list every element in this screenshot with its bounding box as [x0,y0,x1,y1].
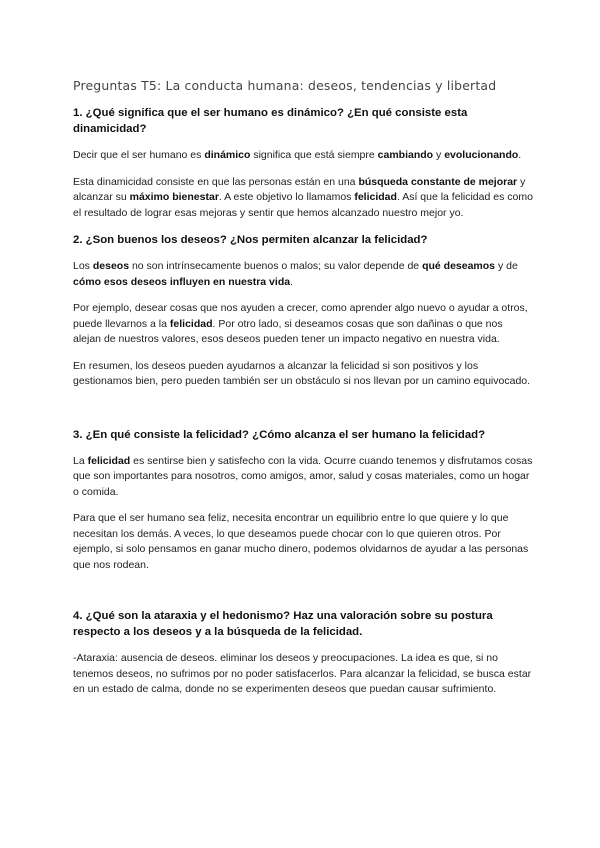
question-4-heading: 4. ¿Qué son la ataraxia y el hedonismo? Haz una valoración sobre su postura respecto a los deseos y a la búsqueda de la felicidad. [73,610,493,638]
question-2-heading: 2. ¿Son buenos los deseos? ¿Nos permiten alcanzar la felicidad? [73,234,428,246]
question-1-heading: 1. ¿Qué significa que el ser humano es dinámico? ¿En qué consiste esta dinamicidad? [73,107,468,135]
q2-paragraph-1: Los deseos no son intrínsecamente buenos o malos; su valor depende de qué deseamos y de cómo esos deseos influyen en nuestra vida. [73,260,518,288]
document-title: Preguntas T5: La conducta humana: deseos, tendencias y libertad [73,78,497,93]
q3-paragraph-2: Para que el ser humano sea feliz, necesita encontrar un equilibrio entre lo que quiere y lo que necesitan los demás. A veces, lo que deseamos puede chocar con lo que quieren otros. Por ejemplo, si solo pensamos en ganar mucho dinero, podemos olvidarnos de ayudar a las personas que nos rodean. [73,512,529,571]
spacer [73,584,533,608]
q1-paragraph-1: Decir que el ser humano es dinámico significa que está siempre cambiando y evolucionando. [73,149,522,161]
q1-paragraph-2: Esta dinamicidad consiste en que las personas están en una búsqueda constante de mejorar y alcanzar su máximo bienestar. A este objetivo lo llamamos felicidad. Así que la felicidad es como el resultado de lograr esas mejoras y sentir que hemos alcanzado nuestro mejor yo. [73,175,533,219]
question-3-heading: 3. ¿En qué consiste la felicidad? ¿Cómo alcanza el ser humano la felicidad? [73,428,486,441]
q4-paragraph-1: -Ataraxia: ausencia de deseos. eliminar los deseos y preocupaciones. La idea es que, si no tenemos deseos, no sufrimos por no poder satisfacerlos. Para alcanzar la felicidad, se busca estar en un estado de calma, donde no se experimenten deseos que puedan causar sufrimiento. [73,652,532,695]
q2-paragraph-3: En resumen, los deseos pueden ayudarnos a alcanzar la felicidad si son positivos y los gestionamos bien, pero pueden también ser un obstáculo si nos llevan por un camino equivocado. [73,359,531,387]
document-page [73,78,533,709]
q2-paragraph-2: Por ejemplo, desear cosas que nos ayuden a crecer, como aprender algo nuevo o ayudar a otros, puede llevarnos a la felicidad. Por otro lado, si deseamos cosas que son dañinas o que nos alejan de nuestros valores, esos deseos pueden tener un impacto negativo en nuestra vida. [73,302,528,345]
q3-paragraph-1: La felicidad es sentirse bien y satisfecho con la vida. Ocurre cuando tenemos y disfrutamos cosas que son importantes para nosotros, como amigos, amor, salud y cosas materiales, como un hogar o comida. [73,454,533,498]
spacer [73,401,533,427]
